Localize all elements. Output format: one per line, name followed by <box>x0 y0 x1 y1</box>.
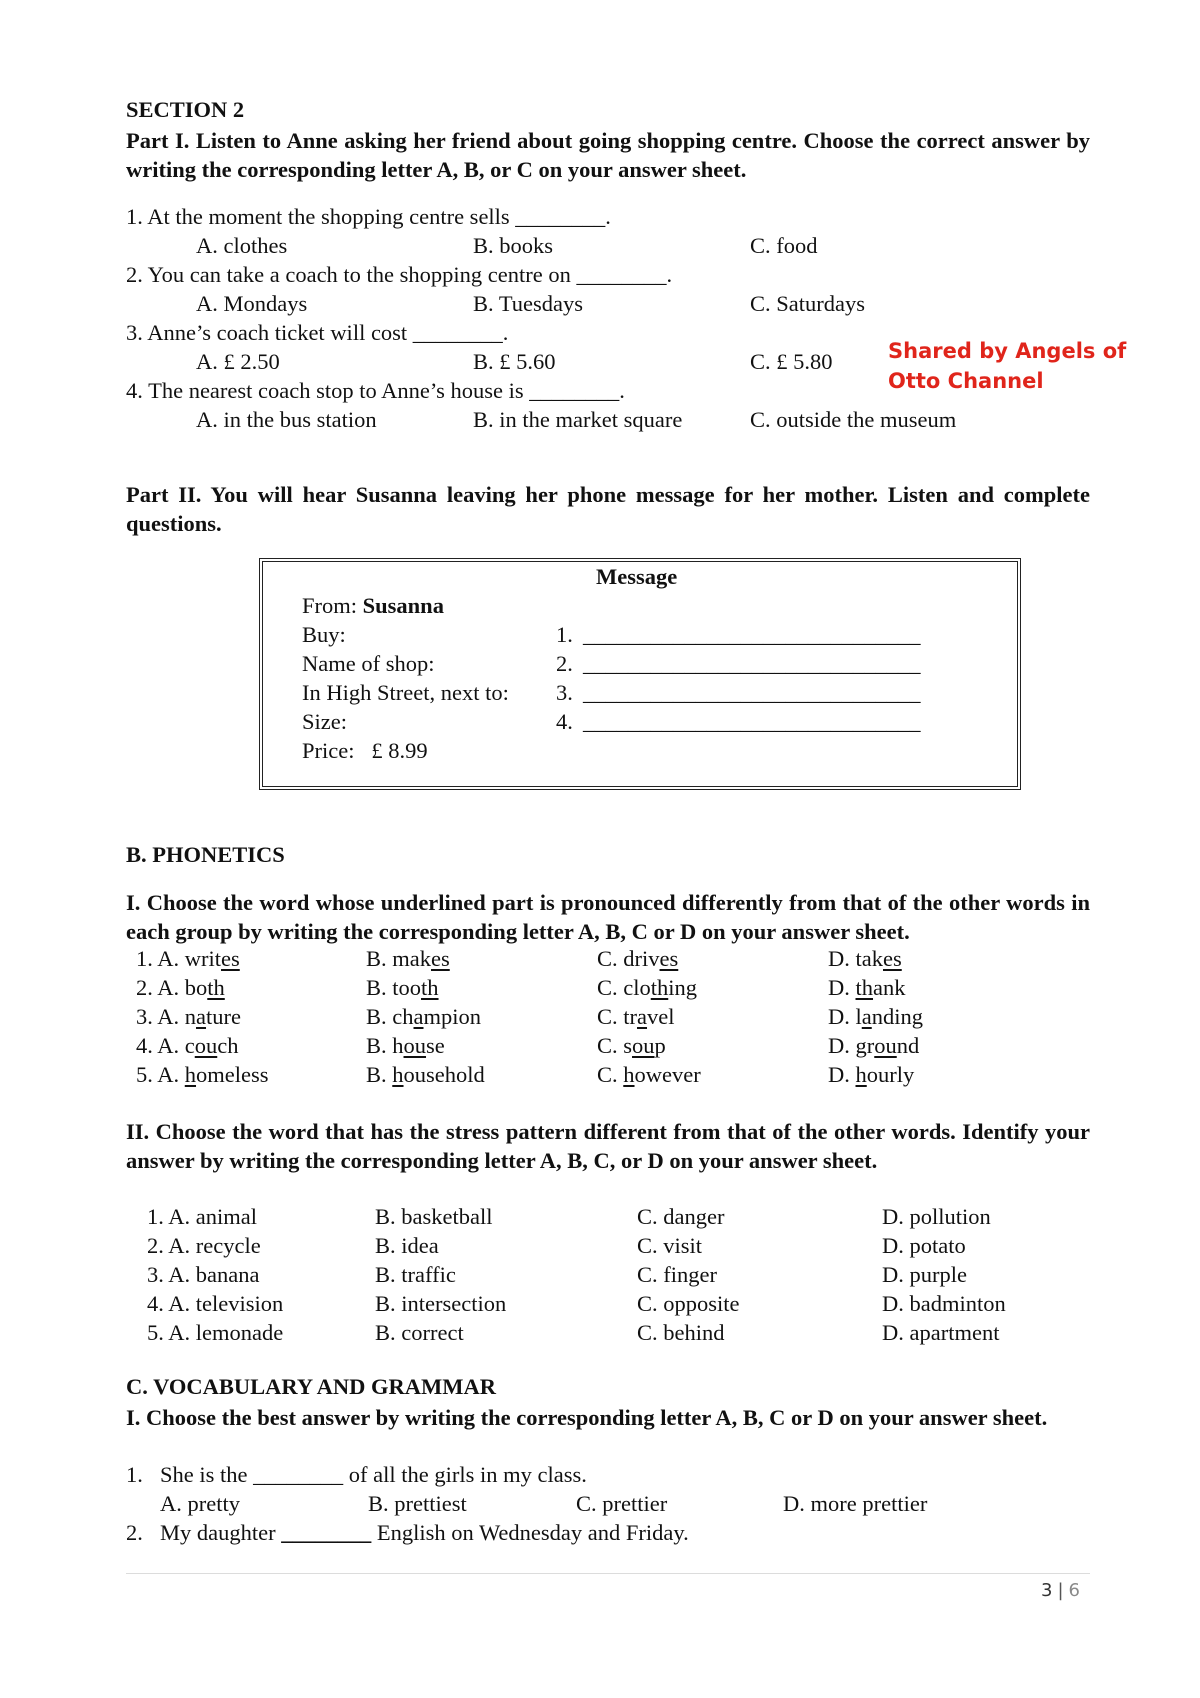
option-text: C. clo <box>597 975 651 1000</box>
underlined-part: th <box>207 975 225 1000</box>
underlined-part: es <box>431 946 450 971</box>
underlined-part: a <box>413 1004 424 1029</box>
vocab-q1-option-a: A. pretty <box>160 1491 240 1516</box>
phonetics-part1-option <box>136 946 240 972</box>
option-text-rest: ourly <box>866 1062 915 1087</box>
option-text-rest: omeless <box>196 1062 269 1087</box>
option-text: 3. A. n <box>136 1004 197 1029</box>
message-row-num: 1. <box>556 622 573 647</box>
page-current: 3 <box>1041 1580 1053 1601</box>
phonetics-part2-option: 1. A. animal <box>147 1204 257 1229</box>
vocab-q1-option-c: C. prettier <box>576 1491 668 1516</box>
vocab-q1-number: 1. <box>126 1462 143 1487</box>
message-title: Message <box>596 564 678 589</box>
phonetics-part1-option <box>366 1004 481 1030</box>
phonetics-part2-option: C. behind <box>637 1320 725 1345</box>
phonetics-part1-option <box>136 975 225 1001</box>
message-row-label: Name of shop: <box>302 651 435 676</box>
part1-q1-b: B. books <box>473 233 554 258</box>
underlined-part: es <box>659 946 679 971</box>
message-blank-3[interactable]: ______________________________ <box>583 680 921 705</box>
underlined-part: ou <box>874 1033 897 1058</box>
underlined-part: h <box>392 1062 404 1087</box>
part1-q1: 1. At the moment the shopping centre sells ________. <box>126 204 611 229</box>
phonetics-part2-instruction: II. Choose the word that has the stress pattern different from that of the other words. Identify your answer by writing the corresponding letter A, B, C, or D on your answer sheet. <box>126 1119 1090 1173</box>
message-price <box>302 738 428 764</box>
phonetics-part1-option <box>597 975 697 1001</box>
underlined-part: h <box>623 1062 635 1087</box>
phonetics-part1-option <box>136 1062 269 1088</box>
option-text: D. l <box>828 1004 862 1029</box>
option-text-rest: p <box>654 1033 666 1058</box>
option-text: 2. A. bo <box>136 975 208 1000</box>
phonetics-part2-option: C. finger <box>637 1262 717 1287</box>
underlined-part: ou <box>194 1033 218 1058</box>
part1-q4-c: C. outside the museum <box>750 407 957 432</box>
phonetics-part2-option: D. pollution <box>882 1204 991 1229</box>
vocab-heading: C. VOCABULARY AND GRAMMAR <box>126 1374 496 1399</box>
option-text: B. <box>366 1062 393 1087</box>
phonetics-part2-option: B. traffic <box>375 1262 456 1287</box>
vocab-q1-text: She is the ________ of all the girls in my class. <box>160 1462 587 1487</box>
message-row-num: 4. <box>556 709 573 734</box>
option-text-rest: nd <box>896 1033 920 1058</box>
option-text-rest: ture <box>206 1004 241 1029</box>
phonetics-part1-option <box>828 975 906 1001</box>
phonetics-part2-option: B. correct <box>375 1320 464 1345</box>
underlined-part: th <box>421 975 439 1000</box>
message-blank-2[interactable]: ______________________________ <box>583 651 921 676</box>
part1-instruction: Part I. Listen to Anne asking her friend about going shopping centre. Choose the correct answer by writing the corresponding letter A, B, or C on your answer sheet. <box>126 128 1090 182</box>
phonetics-part2-option: D. potato <box>882 1233 966 1258</box>
underlined-part: es <box>221 946 240 971</box>
phonetics-part2-option: D. badminton <box>882 1291 1006 1316</box>
vocab-instruction: I. Choose the best answer by writing the corresponding letter A, B, C or D on your answer sheet. <box>126 1405 1048 1430</box>
option-text-rest: ousehold <box>403 1062 485 1087</box>
option-text: B. mak <box>366 946 431 971</box>
part1-q4-b: B. in the market square <box>473 407 683 432</box>
underlined-part: h <box>855 1062 867 1087</box>
vocab-q1-option-b: B. prettiest <box>368 1491 467 1516</box>
page-separator: | <box>1057 1580 1064 1601</box>
page-total: 6 <box>1068 1580 1080 1601</box>
option-text-rest: se <box>426 1033 445 1058</box>
message-row-num: 2. <box>556 651 573 676</box>
part1-q3: 3. Anne’s coach ticket will cost ________. <box>126 320 509 345</box>
option-text: C. tr <box>597 1004 638 1029</box>
message-row-label: Size: <box>302 709 347 734</box>
message-row-label: In High Street, next to: <box>302 680 509 705</box>
option-text: C. <box>597 1062 624 1087</box>
phonetics-part1-option <box>366 1033 445 1059</box>
underlined-part: a <box>861 1004 872 1029</box>
underlined-part: h <box>184 1062 197 1087</box>
phonetics-part2-option: C. danger <box>637 1204 725 1229</box>
phonetics-part1-option <box>828 1004 923 1030</box>
part1-q3-a: A. £ 2.50 <box>196 349 280 374</box>
underlined-part: a <box>196 1004 207 1029</box>
option-text: D. <box>828 1062 856 1087</box>
option-text-rest: ing <box>668 975 698 1000</box>
option-text: D. gr <box>828 1033 875 1058</box>
underlined-part: ou <box>632 1033 655 1058</box>
phonetics-part2-option: 2. A. recycle <box>147 1233 261 1258</box>
vocab-q1-option-d: D. more prettier <box>783 1491 928 1516</box>
page-number <box>1041 1580 1080 1601</box>
message-blank-4[interactable]: ______________________________ <box>583 709 921 734</box>
vocab-q2-number: 2. <box>126 1520 143 1545</box>
phonetics-part1-option <box>828 1033 919 1059</box>
phonetics-part2-option: D. apartment <box>882 1320 1000 1345</box>
option-text-rest: ank <box>873 975 906 1000</box>
part1-q1-c: C. food <box>750 233 818 258</box>
part1-q1-a: A. clothes <box>196 233 288 258</box>
option-text: B. too <box>366 975 422 1000</box>
phonetics-part1-option <box>597 1004 675 1030</box>
option-text-rest: owever <box>634 1062 701 1087</box>
message-from <box>302 593 444 619</box>
part1-q3-c: C. £ 5.80 <box>750 349 833 374</box>
phonetics-part1-option <box>136 1033 239 1059</box>
part1-q4: 4. The nearest coach stop to Anne’s house is ________. <box>126 378 625 403</box>
option-text-rest: mpion <box>423 1004 482 1029</box>
phonetics-part1-option <box>366 1062 485 1088</box>
phonetics-part1-option <box>366 975 439 1001</box>
phonetics-part2-option: C. visit <box>637 1233 703 1258</box>
phonetics-part1-option <box>828 946 902 972</box>
option-text-rest: ch <box>217 1033 239 1058</box>
option-text: B. h <box>366 1033 404 1058</box>
phonetics-part2-option: B. basketball <box>375 1204 493 1229</box>
part2-instruction: Part II. You will hear Susanna leaving her phone message for her mother. Listen and complete questions. <box>126 482 1090 536</box>
underlined-part: ou <box>403 1033 427 1058</box>
part1-q2-b: B. Tuesdays <box>473 291 584 316</box>
watermark-line1: Shared by Angels of <box>888 339 1127 363</box>
message-from-label: From: <box>302 593 358 618</box>
option-text: 1. A. writ <box>136 946 222 971</box>
part1-q2-c: C. Saturdays <box>750 291 865 316</box>
phonetics-part1-option <box>597 1062 701 1088</box>
phonetics-part1-option <box>366 946 450 972</box>
underlined-part: th <box>650 975 669 1000</box>
vocab-q2-post: English on Wednesday and Friday. <box>371 1520 689 1545</box>
phonetics-part1-option <box>828 1062 914 1088</box>
phonetics-heading: B. PHONETICS <box>126 842 285 867</box>
message-price-value: £ 8.99 <box>371 738 428 763</box>
option-text: C. s <box>597 1033 633 1058</box>
vocab-q2-pre: My daughter <box>160 1520 282 1545</box>
section-title: SECTION 2 <box>126 97 245 122</box>
underlined-part: es <box>883 946 902 971</box>
message-from-value: Susanna <box>362 593 444 618</box>
phonetics-part2-option: 3. A. banana <box>147 1262 260 1287</box>
message-blank-1[interactable]: ______________________________ <box>583 622 921 647</box>
part1-q2: 2. You can take a coach to the shopping centre on ________. <box>126 262 673 287</box>
phonetics-part2-option: B. idea <box>375 1233 439 1258</box>
part1-q2-a: A. Mondays <box>196 291 308 316</box>
channel-watermark <box>888 336 1126 396</box>
message-price-label: Price: <box>302 738 355 763</box>
option-text-rest: vel <box>647 1004 675 1029</box>
option-text: 5. A. <box>136 1062 185 1087</box>
phonetics-part2-option: B. intersection <box>375 1291 507 1316</box>
vocab-q2-text <box>160 1520 689 1546</box>
option-text: B. ch <box>366 1004 414 1029</box>
phonetics-part2-option: 5. A. lemonade <box>147 1320 284 1345</box>
footer-divider <box>126 1573 1090 1574</box>
part1-q3-b: B. £ 5.60 <box>473 349 556 374</box>
phonetics-part2-option: D. purple <box>882 1262 967 1287</box>
phonetics-part1-instruction: I. Choose the word whose underlined part is pronounced differently from that of the other words in each group by writing the corresponding letter A, B, C or D on your answer sheet. <box>126 890 1090 944</box>
part1-q4-a: A. in the bus station <box>196 407 377 432</box>
message-row-label: Buy: <box>302 622 346 647</box>
option-text: C. driv <box>597 946 660 971</box>
vocab-q2-blank: ________ <box>281 1520 372 1545</box>
phonetics-part2-option: C. opposite <box>637 1291 740 1316</box>
phonetics-part1-option <box>136 1004 241 1030</box>
phonetics-part1-option <box>597 1033 666 1059</box>
phonetics-part2-option: 4. A. television <box>147 1291 284 1316</box>
option-text: 4. A. c <box>136 1033 195 1058</box>
phonetics-part1-option <box>597 946 678 972</box>
option-text: D. tak <box>828 946 883 971</box>
underlined-part: a <box>637 1004 648 1029</box>
watermark-line2: Otto Channel <box>888 369 1044 393</box>
option-text-rest: nding <box>871 1004 924 1029</box>
option-text: D. <box>828 975 856 1000</box>
message-row-num: 3. <box>556 680 573 705</box>
underlined-part: th <box>855 975 874 1000</box>
